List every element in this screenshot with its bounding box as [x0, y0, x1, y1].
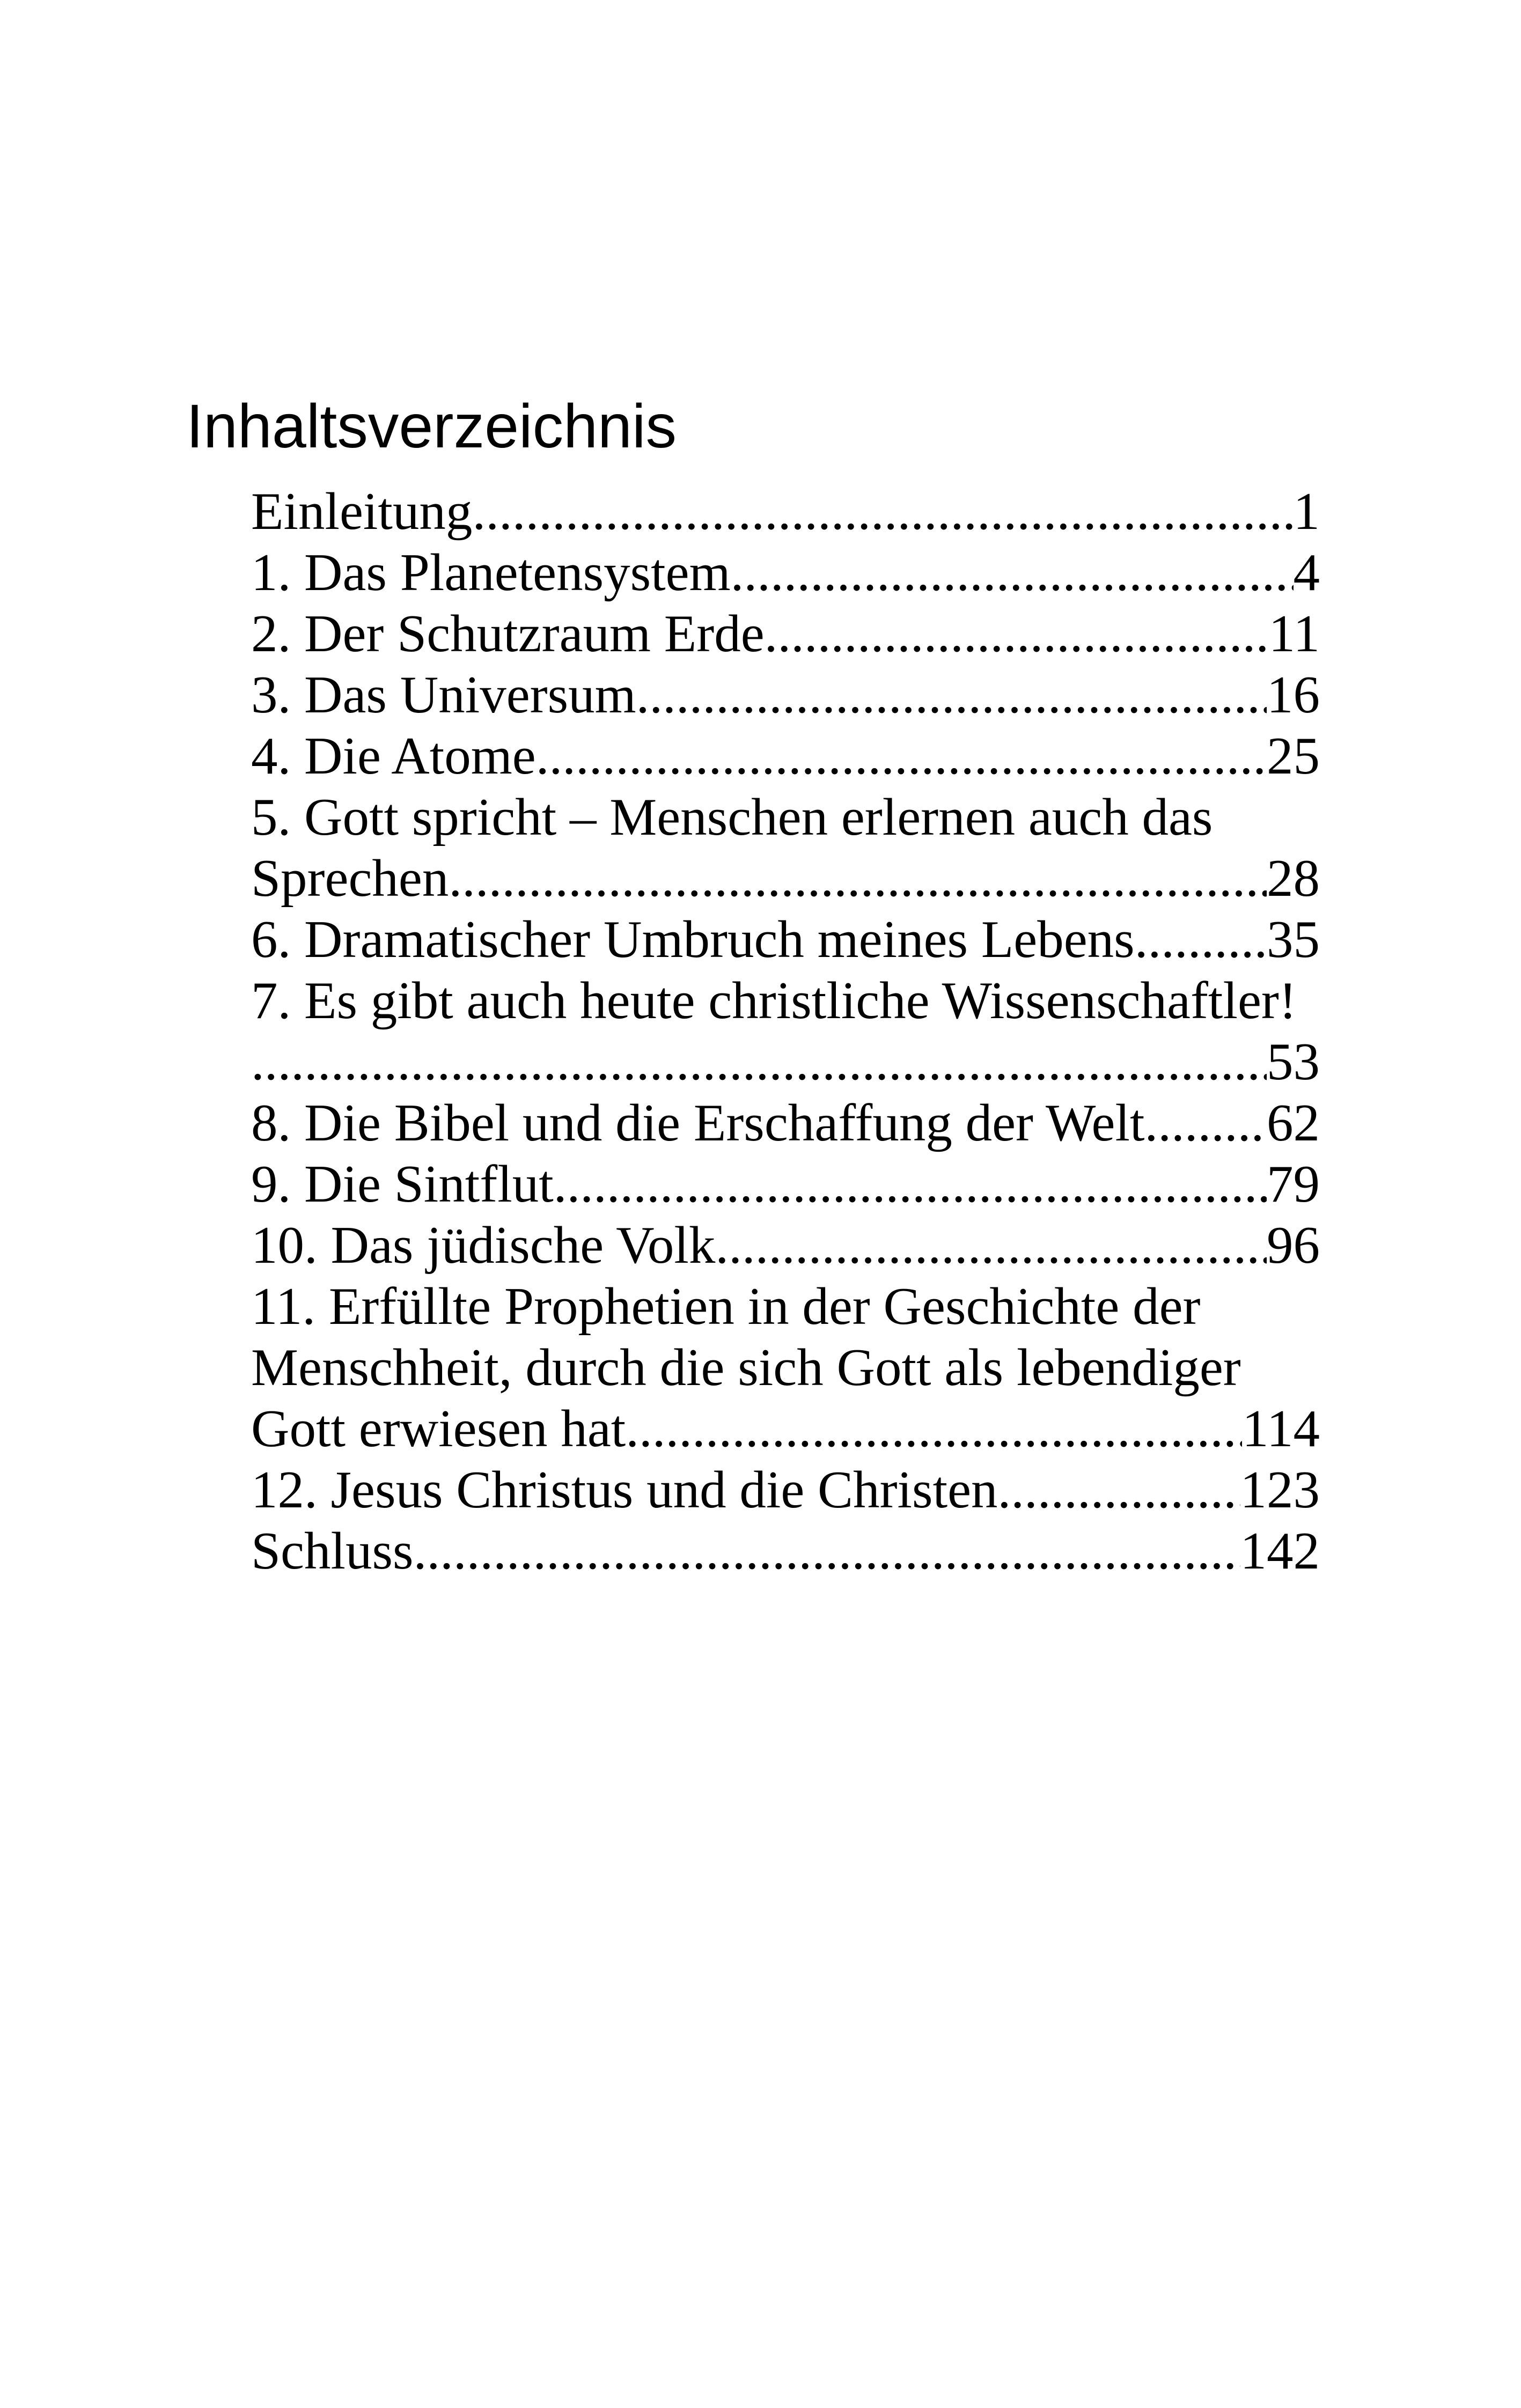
- toc-entry-page-number: 16: [1267, 666, 1320, 724]
- toc-entry-leader-line: [251, 481, 1320, 542]
- toc-entry-chapter-4: [251, 726, 1320, 787]
- toc-entry-title-line: 5. Gott spricht – Menschen erlernen auch das: [251, 788, 1213, 846]
- toc-entry-chapter-3: [251, 665, 1320, 726]
- toc-entry-chapter-10: [251, 1215, 1320, 1276]
- leader-dots: [1135, 909, 1267, 970]
- toc-entry-title: Sprechen: [251, 849, 449, 908]
- toc-entry-chapter-11: [251, 1276, 1320, 1460]
- toc-entry-page-number: 28: [1267, 849, 1320, 908]
- toc-entry-einleitung: [251, 481, 1320, 542]
- toc-entry-title: 8. Die Bibel und die Erschaffung der Welt: [251, 1094, 1145, 1152]
- toc-entry-title-line: 7. Es gibt auch heute christliche Wissenschaftler!: [251, 971, 1297, 1030]
- toc-entry-leader-line: [251, 848, 1320, 909]
- toc-entry-title: Gott erwiesen hat: [251, 1400, 626, 1458]
- toc-entry-title: 9. Die Sintflut: [251, 1155, 554, 1213]
- toc-entry-chapter-5: [251, 787, 1320, 909]
- leader-dots: [1144, 1093, 1267, 1154]
- toc-entry-title-line: 11. Erfüllte Prophetien in der Geschichte der: [251, 1277, 1201, 1336]
- toc-entry-leader-line: [251, 603, 1320, 665]
- toc-entry-page-number: 11: [1268, 605, 1320, 663]
- toc-entry-page-number: 53: [1267, 1033, 1320, 1091]
- toc-entry-leader-line: [251, 1154, 1320, 1215]
- toc-entry-chapter-1: [251, 542, 1320, 603]
- leader-dots: [536, 726, 1267, 787]
- page-title: Inhaltsverzeichnis: [186, 392, 677, 461]
- toc-entry-leader-line: [251, 726, 1320, 787]
- table-of-contents: [251, 481, 1320, 1582]
- toc-entry-chapter-6: [251, 909, 1320, 970]
- toc-entry-leader-line: [251, 665, 1320, 726]
- toc-entry-leader-line: [251, 1032, 1320, 1093]
- toc-entry-chapter-9: [251, 1154, 1320, 1215]
- toc-entry-title: Schluss: [251, 1522, 414, 1580]
- toc-entry-chapter-8: [251, 1093, 1320, 1154]
- toc-entry-leader-line: [251, 542, 1320, 603]
- leader-dots: [765, 603, 1269, 665]
- leader-dots: [449, 848, 1267, 909]
- toc-entry-leader-line: [251, 1093, 1320, 1154]
- toc-entry-page-number: 62: [1267, 1094, 1320, 1152]
- toc-entry-leader-line: [251, 1521, 1320, 1582]
- leader-dots: [472, 481, 1293, 542]
- toc-entry-page-number: 96: [1267, 1216, 1320, 1275]
- toc-entry-leader-line: [251, 1215, 1320, 1276]
- toc-entry-title: 6. Dramatischer Umbruch meines Lebens: [251, 910, 1135, 969]
- toc-entry-chapter-2: [251, 603, 1320, 665]
- toc-entry-title: 4. Die Atome: [251, 727, 536, 785]
- leader-dots: [636, 665, 1267, 726]
- toc-entry-page-number: 79: [1267, 1155, 1320, 1213]
- leader-dots: [251, 1032, 1267, 1093]
- toc-entry-page-number: 25: [1267, 727, 1320, 785]
- leader-dots: [554, 1154, 1267, 1215]
- toc-entry-title: 10. Das jüdische Volk: [251, 1216, 716, 1275]
- toc-entry-page-number: 142: [1240, 1522, 1320, 1580]
- toc-entry-leader-line: [251, 1398, 1320, 1460]
- toc-entry-page-number: 4: [1293, 543, 1320, 602]
- toc-entry-title: 2. Der Schutzraum Erde: [251, 605, 765, 663]
- toc-entry-title: 3. Das Universum: [251, 666, 636, 724]
- toc-entry-title: 1. Das Planetensystem: [251, 543, 731, 602]
- leader-dots: [731, 542, 1294, 603]
- toc-entry-leader-line: [251, 1460, 1320, 1521]
- leader-dots: [998, 1460, 1240, 1521]
- leader-dots: [626, 1398, 1242, 1460]
- toc-entry-page-number: 114: [1242, 1400, 1320, 1458]
- toc-entry-page-number: 123: [1240, 1461, 1320, 1519]
- toc-entry-schluss: [251, 1521, 1320, 1582]
- toc-entry-chapter-12: [251, 1460, 1320, 1521]
- toc-entry-chapter-7: [251, 970, 1320, 1093]
- toc-entry-title: Einleitung: [251, 482, 473, 541]
- toc-entry-leader-line: [251, 909, 1320, 970]
- leader-dots: [414, 1521, 1240, 1582]
- leader-dots: [715, 1215, 1267, 1276]
- toc-entry-title: 12. Jesus Christus und die Christen: [251, 1461, 998, 1519]
- toc-entry-page-number: 35: [1267, 910, 1320, 969]
- toc-entry-page-number: 1: [1293, 482, 1320, 541]
- toc-entry-title-line: Menschheit, durch die sich Gott als lebendiger: [251, 1338, 1241, 1397]
